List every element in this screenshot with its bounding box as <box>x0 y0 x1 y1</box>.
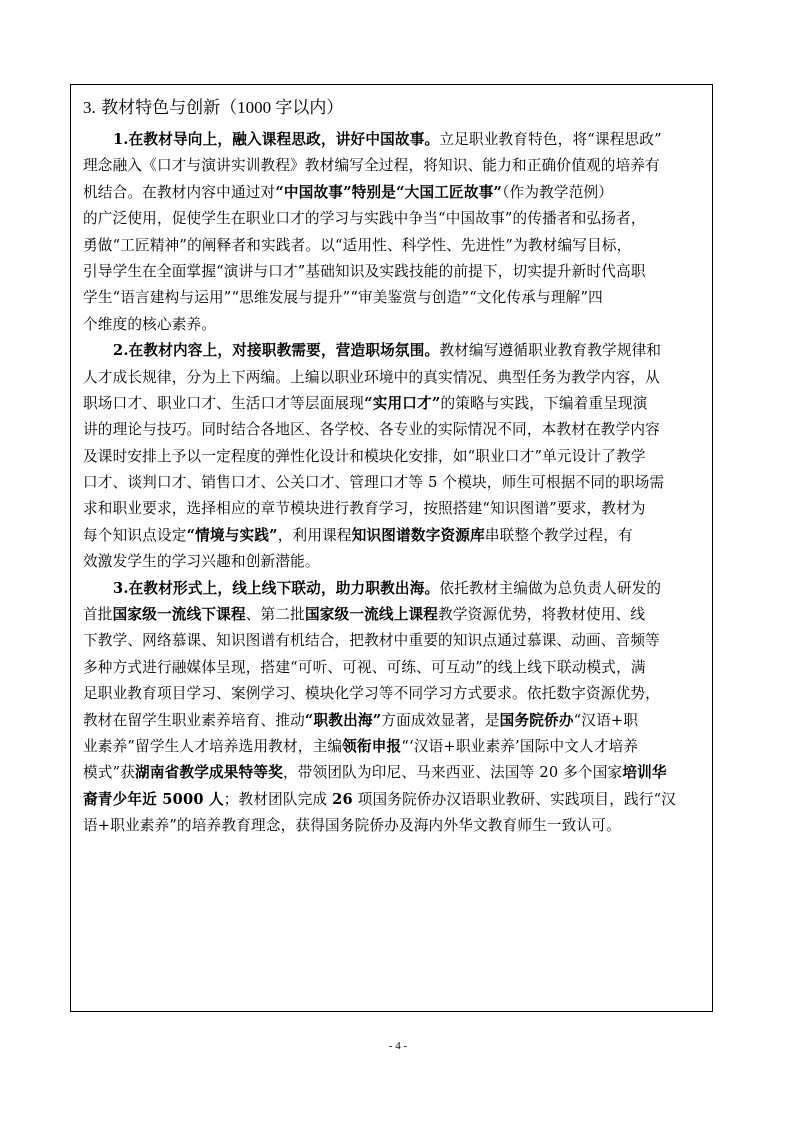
text-run: 人才成长规律，分为上下两编。上编以职业环境中的真实情况、典型任务为教学内容，从 <box>83 368 660 386</box>
text-run: 及课时安排上予以一定程度的弹性化设计和模块化安排，如“职业口才”单元设计了教学 <box>83 447 646 465</box>
bold-text: “情境与实践” <box>186 526 278 544</box>
text-line <box>83 365 705 391</box>
bold-text: “职教出海” <box>304 711 382 729</box>
bold-text: 知识图谱数字资源库 <box>351 526 485 544</box>
text-run: 职场口才、职业口才、生活口才等层面展现 <box>83 394 365 412</box>
text-run: ，带领团队为印尼、马来西亚、法国等 20 多个国家 <box>283 764 623 782</box>
text-line <box>83 760 705 786</box>
section-heading <box>83 96 343 120</box>
text-run: 方面成效显著，是 <box>381 711 500 729</box>
content-table-cell <box>70 84 713 1012</box>
text-line <box>83 153 705 179</box>
text-line <box>83 417 705 443</box>
text-run: 教学资源优势，将教材使用、线 <box>438 606 646 624</box>
text-run: 效激发学生的学习兴趣和创新潜能。 <box>83 553 320 571</box>
text-run: 、第二批 <box>245 606 305 624</box>
text-run: ；教材团队完成 <box>223 790 333 808</box>
text-line <box>83 127 705 153</box>
section-body <box>83 127 705 840</box>
page-number: - 4 - <box>388 1040 408 1052</box>
bold-text: 裔青少年近 5000 人 <box>83 790 224 808</box>
section-title: 教材特色与创新 <box>101 98 221 118</box>
text-run: ，利用课程 <box>277 526 352 544</box>
text-run: 求和职业要求，选择相应的章节模块进行教育学习，按照搭建“知识图谱”要求，教材为 <box>83 500 646 518</box>
text-run: 学生“语言建构与运用”“思维发展与提升”“审美鉴赏与创造”“文化传承与理解”四 <box>83 289 603 307</box>
text-run: 勇做“工匠精神”的阐释者和实践者。以“适用性、科学性、先进性”为教材编写目标， <box>83 236 632 254</box>
section-number: 3. <box>83 98 96 117</box>
text-line <box>83 549 705 575</box>
text-run: 教材编写遵循职业教育教学规律和 <box>439 342 662 360</box>
paragraph-3 <box>83 576 705 840</box>
bold-text: 2.在教材内容上，对接职教需要，营造职场氛围。 <box>113 342 440 360</box>
text-run: 项国务院侨办汉语职业教研、实践项目，践行“汉 <box>352 790 677 808</box>
bold-text: “实用口才” <box>364 394 441 412</box>
text-run: 模式”获 <box>83 764 136 782</box>
text-line <box>83 708 705 734</box>
text-line <box>83 628 705 654</box>
text-line <box>83 470 705 496</box>
text-run: 语+职业素养”的培养教育理念，获得国务院侨办及海内外华文教育师生一致认可。 <box>83 817 621 835</box>
text-line <box>83 391 705 417</box>
text-line <box>83 813 705 839</box>
text-run: 机结合。在教材内容中通过对 <box>83 183 276 201</box>
text-run: 引导学生在全面掌握“演讲与口才”基础知识及实践技能的前提下，切实提升新时代高职 <box>83 262 646 280</box>
text-line <box>83 602 705 628</box>
text-line <box>83 655 705 681</box>
text-line <box>83 312 705 338</box>
text-run: 教材在留学生职业素养培育、推动 <box>83 711 305 729</box>
paragraph-2 <box>83 338 705 576</box>
text-line <box>83 496 705 522</box>
bold-text: 湖南省教学成果特等奖 <box>135 764 283 782</box>
bold-text: 培训华 <box>622 764 667 782</box>
text-line <box>83 523 705 549</box>
text-line <box>83 681 705 707</box>
text-run: 多种方式进行融媒体呈现，搭建“可听、可视、可练、可互动”的线上线下联动模式，满 <box>83 658 646 676</box>
text-line <box>83 734 705 760</box>
text-run: 下教学、网络慕课、知识图谱有机结合，把教材中重要的知识点通过慕课、动画、音频等 <box>83 632 660 650</box>
bold-text: “中国故事”特别是“大国工匠故事” <box>275 183 503 201</box>
text-line <box>83 180 705 206</box>
text-run: 理念融入《口才与演讲实训教程》教材编写全过程，将知识、能力和正确价值观的培养有 <box>83 157 660 175</box>
text-line <box>83 576 705 602</box>
bold-text: 26 <box>332 790 353 808</box>
text-run: （作为教学范例） <box>502 183 614 201</box>
text-run: 业素养”留学生人才培养选用教材，主编 <box>83 737 343 755</box>
text-run: 的策略与实践，下编着重呈现演 <box>440 394 648 412</box>
bold-text: 领衔申报 <box>342 737 402 755</box>
text-run: 串联整个教学过程，有 <box>484 526 633 544</box>
text-run: “‘汉语+职业素养’国际中文人才培养 <box>401 737 639 755</box>
text-run: 个维度的核心素养。 <box>83 315 217 333</box>
text-run: 足职业教育项目学习、案例学习、模块化学习等不同学习方式要求。依托数字资源优势， <box>83 685 660 703</box>
text-line <box>83 233 705 259</box>
bold-text: 国务院侨办 <box>499 711 574 729</box>
text-line <box>83 787 705 813</box>
text-run: “汉语+职 <box>573 711 639 729</box>
bold-text: 3.在教材形式上，线上线下联动，助力职教出海。 <box>113 579 440 597</box>
text-line <box>83 285 705 311</box>
text-line <box>83 259 705 285</box>
text-line <box>83 206 705 232</box>
bold-text: 国家级一流线下课程 <box>112 606 246 624</box>
word-limit-note: （1000 字以内） <box>220 98 344 117</box>
text-run: 依托教材主编做为总负责人研发的 <box>439 579 662 597</box>
bold-text: 1.在教材导向上，融入课程思政，讲好中国故事。 <box>113 131 440 148</box>
text-line <box>83 444 705 470</box>
text-run: 每个知识点设定 <box>83 526 187 544</box>
text-run: 首批 <box>83 606 113 624</box>
text-run: 口才、谈判口才、销售口才、公关口才、管理口才等 5 个模块，师生可根据不同的职场需 <box>83 474 665 492</box>
text-run: 的广泛使用，促使学生在职业口才的学习与实践中争当“中国故事”的传播者和弘扬者， <box>83 210 646 228</box>
text-run: 立足职业教育特色，将“课程思政” <box>439 131 662 148</box>
bold-text: 国家级一流线上课程 <box>304 606 439 624</box>
paragraph-1 <box>83 127 705 338</box>
text-line <box>83 338 705 364</box>
text-run: 讲的理论与技巧。同时结合各地区、各学校、各专业的实际情况不同，本教材在教学内容 <box>83 421 660 439</box>
